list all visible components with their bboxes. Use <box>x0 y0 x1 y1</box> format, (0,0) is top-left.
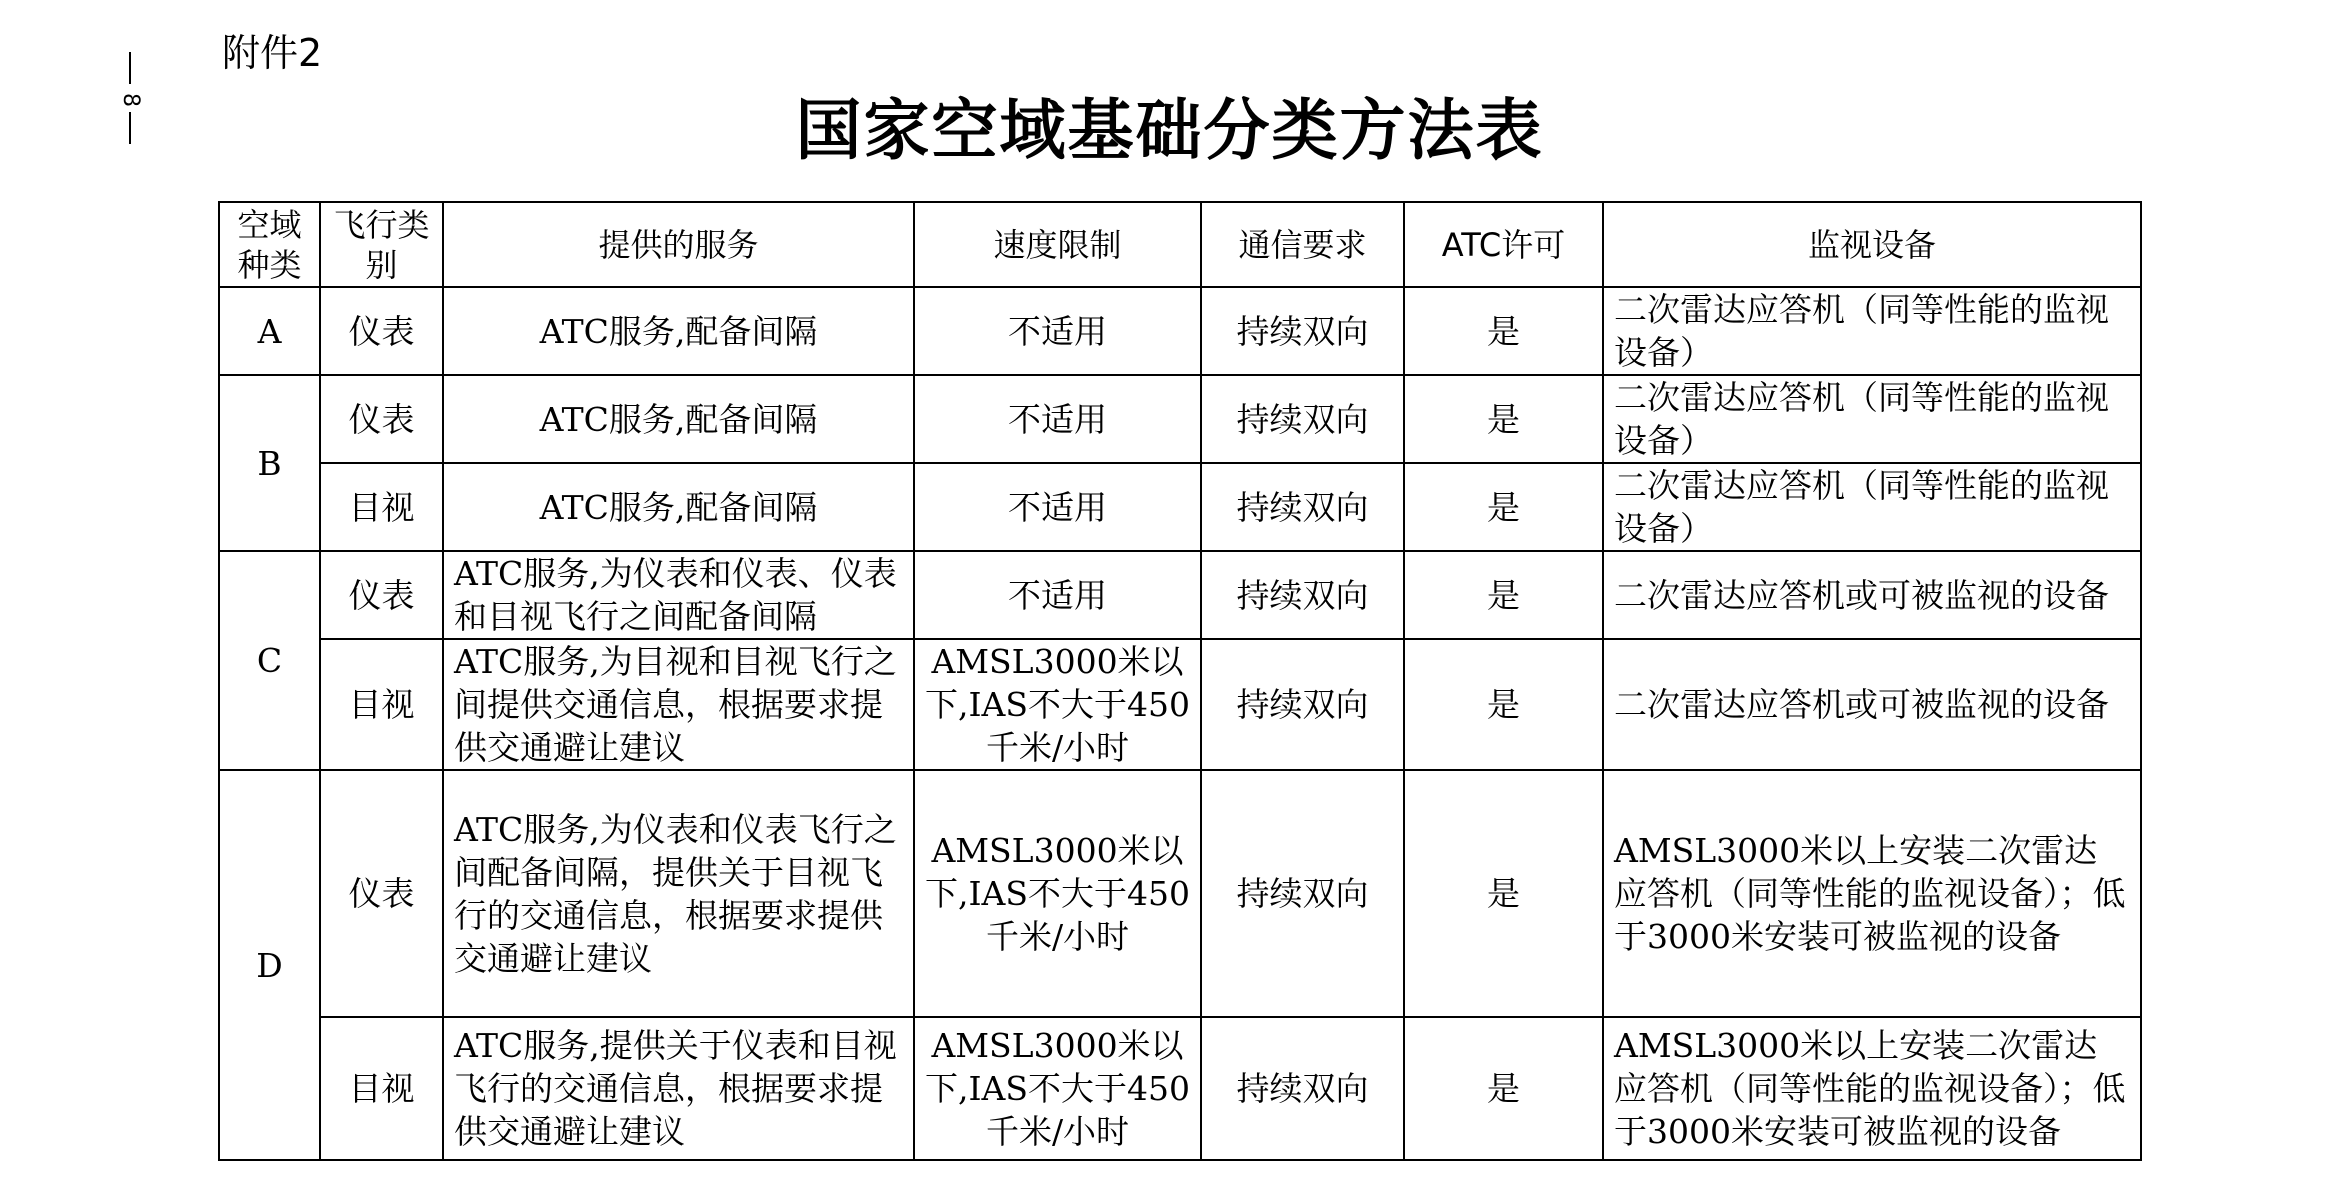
header-comm-requirement: 通信要求 <box>1201 202 1404 287</box>
page-number-line-top <box>129 52 131 84</box>
cell-services: ATC服务,配备间隔 <box>443 287 914 375</box>
cell-surveillance: 二次雷达应答机或可被监视的设备 <box>1603 551 2141 639</box>
header-airspace-class: 空域种类 <box>219 202 320 287</box>
table-row <box>219 639 2141 770</box>
cell-speed-limit: 不适用 <box>914 287 1201 375</box>
cell-speed-limit: AMSL3000米以下,IAS不大于450千米/小时 <box>914 770 1201 1017</box>
table-row <box>219 1017 2141 1160</box>
cell-surveillance: 二次雷达应答机（同等性能的监视设备） <box>1603 287 2141 375</box>
cell-comm-requirement: 持续双向 <box>1201 551 1404 639</box>
cell-atc-clearance: 是 <box>1404 287 1603 375</box>
cell-flight-type: 仪表 <box>320 770 443 1017</box>
cell-surveillance: AMSL3000米以上安装二次雷达应答机（同等性能的监视设备）；低于3000米安装可被监视的设备 <box>1603 770 2141 1017</box>
cell-speed-limit: 不适用 <box>914 463 1201 551</box>
cell-services: ATC服务,提供关于仪表和目视飞行的交通信息，根据要求提供交通避让建议 <box>443 1017 914 1160</box>
cell-comm-requirement: 持续双向 <box>1201 639 1404 770</box>
airspace-classification-table <box>218 201 2142 1161</box>
cell-atc-clearance: 是 <box>1404 463 1603 551</box>
cell-surveillance: 二次雷达应答机（同等性能的监视设备） <box>1603 375 2141 463</box>
cell-services: ATC服务,配备间隔 <box>443 375 914 463</box>
cell-atc-clearance: 是 <box>1404 551 1603 639</box>
table-row <box>219 375 2141 463</box>
page-number: 8 <box>118 93 143 107</box>
table-row <box>219 463 2141 551</box>
cell-speed-limit: 不适用 <box>914 551 1201 639</box>
cell-surveillance: AMSL3000米以上安装二次雷达应答机（同等性能的监视设备）；低于3000米安装可被监视的设备 <box>1603 1017 2141 1160</box>
cell-flight-type: 目视 <box>320 1017 443 1160</box>
cell-comm-requirement: 持续双向 <box>1201 375 1404 463</box>
cell-flight-type: 仪表 <box>320 287 443 375</box>
header-services: 提供的服务 <box>443 202 914 287</box>
table-row <box>219 551 2141 639</box>
document-title: 国家空域基础分类方法表 <box>795 91 1544 169</box>
header-flight-type: 飞行类别 <box>320 202 443 287</box>
cell-speed-limit: 不适用 <box>914 375 1201 463</box>
table-row <box>219 770 2141 1017</box>
header-speed-limit: 速度限制 <box>914 202 1201 287</box>
cell-flight-type: 仪表 <box>320 375 443 463</box>
cell-comm-requirement: 持续双向 <box>1201 463 1404 551</box>
cell-airspace-class: A <box>219 287 320 375</box>
cell-airspace-class: B <box>219 375 320 551</box>
cell-flight-type: 目视 <box>320 463 443 551</box>
cell-services: ATC服务,为目视和目视飞行之间提供交通信息，根据要求提供交通避让建议 <box>443 639 914 770</box>
cell-surveillance: 二次雷达应答机（同等性能的监视设备） <box>1603 463 2141 551</box>
header-atc-clearance: ATC许可 <box>1404 202 1603 287</box>
table-row <box>219 287 2141 375</box>
cell-comm-requirement: 持续双向 <box>1201 287 1404 375</box>
cell-atc-clearance: 是 <box>1404 770 1603 1017</box>
cell-services: ATC服务,为仪表和仪表飞行之间配备间隔，提供关于目视飞行的交通信息，根据要求提供交通避让建议 <box>443 770 914 1017</box>
cell-comm-requirement: 持续双向 <box>1201 770 1404 1017</box>
header-surveillance: 监视设备 <box>1603 202 2141 287</box>
cell-flight-type: 仪表 <box>320 551 443 639</box>
cell-services: ATC服务,配备间隔 <box>443 463 914 551</box>
cell-services: ATC服务,为仪表和仪表、仪表和目视飞行之间配备间隔 <box>443 551 914 639</box>
table-header-row <box>219 202 2141 287</box>
cell-atc-clearance: 是 <box>1404 1017 1603 1160</box>
cell-airspace-class: C <box>219 551 320 770</box>
cell-atc-clearance: 是 <box>1404 375 1603 463</box>
cell-speed-limit: AMSL3000米以下,IAS不大于450千米/小时 <box>914 1017 1201 1160</box>
cell-speed-limit: AMSL3000米以下,IAS不大于450千米/小时 <box>914 639 1201 770</box>
cell-flight-type: 目视 <box>320 639 443 770</box>
cell-atc-clearance: 是 <box>1404 639 1603 770</box>
cell-surveillance: 二次雷达应答机或可被监视的设备 <box>1603 639 2141 770</box>
attachment-label: 附件2 <box>222 31 323 75</box>
cell-airspace-class: D <box>219 770 320 1160</box>
cell-comm-requirement: 持续双向 <box>1201 1017 1404 1160</box>
